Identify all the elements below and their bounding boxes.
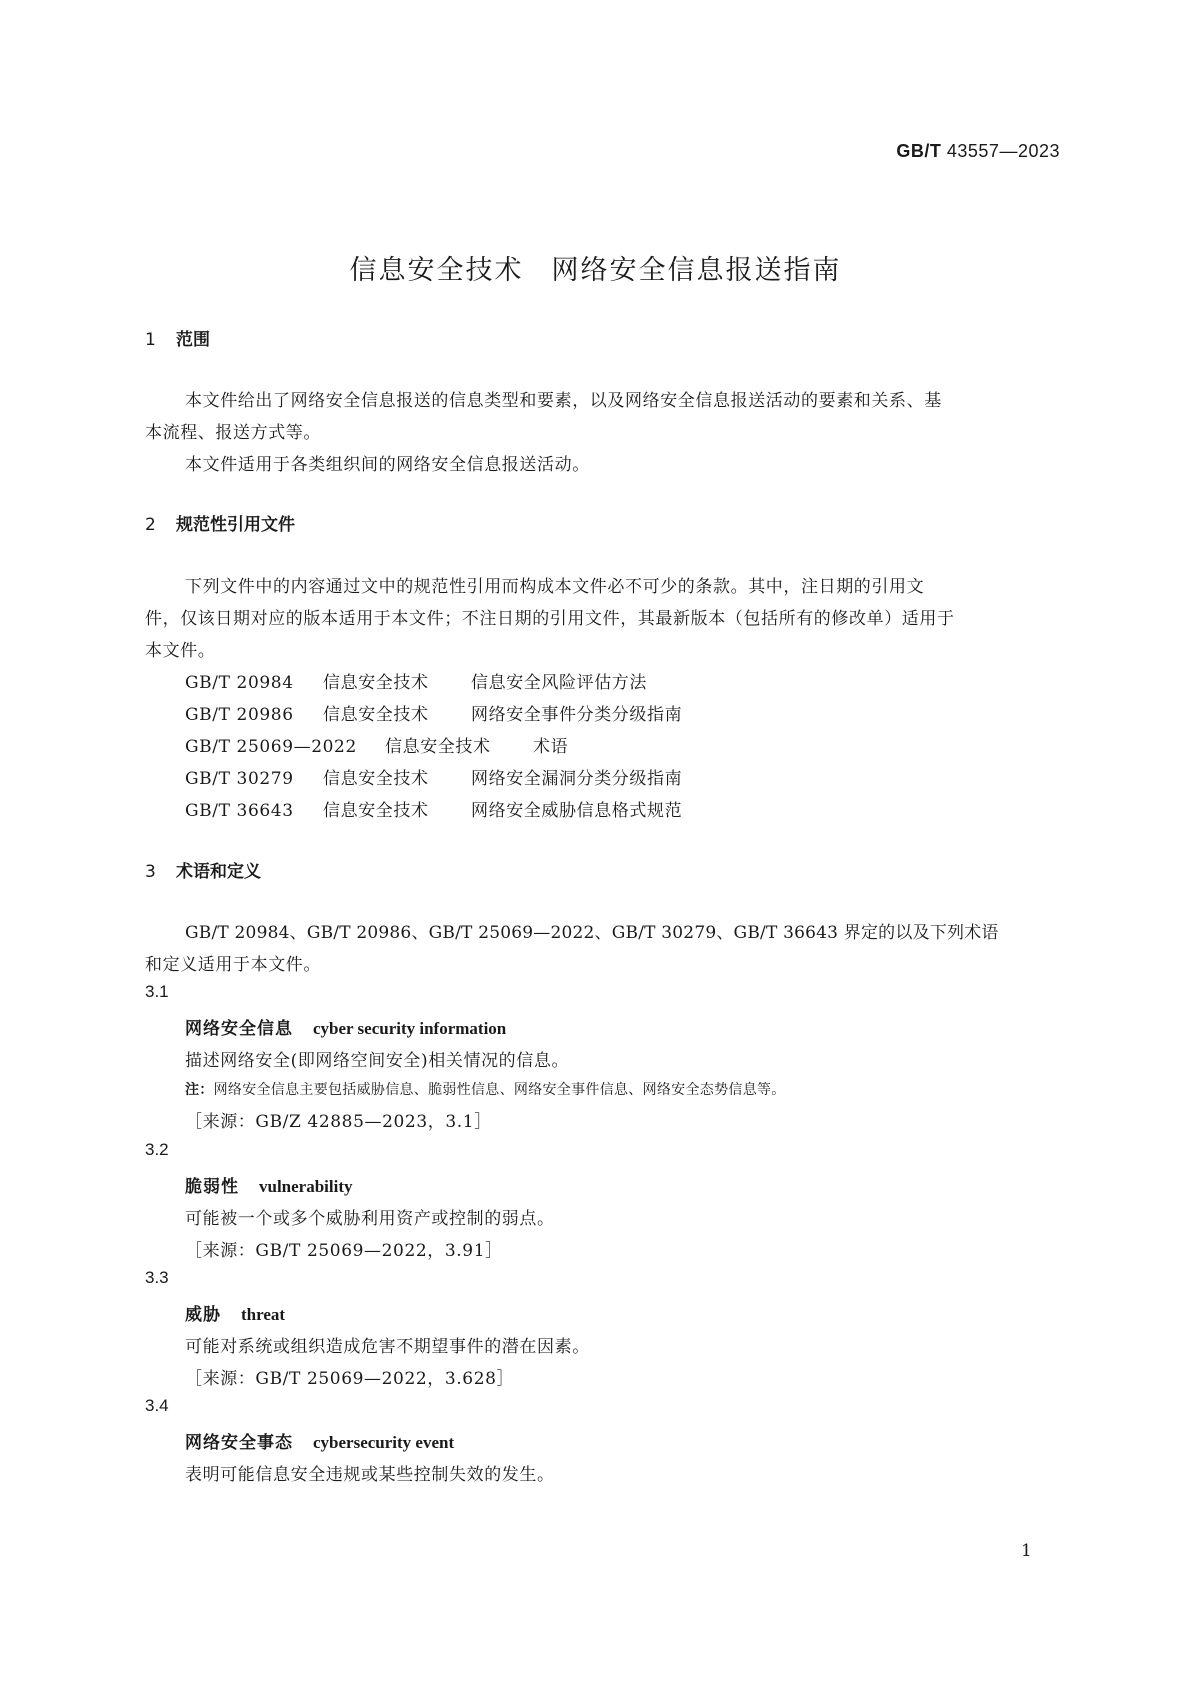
term-english: cybersecurity event (313, 1433, 455, 1452)
reference-title-main: 信息安全技术 (323, 705, 429, 725)
reference-title-sub: 网络安全威胁信息格式规范 (471, 801, 683, 821)
term-english: cyber security information (313, 1019, 507, 1038)
term-heading (185, 1300, 285, 1325)
term-chinese: 网络安全信息 (185, 1019, 293, 1039)
reference-code: GB/T 36643 (185, 801, 294, 821)
section-title: 范围 (176, 330, 210, 350)
term-definition: 表明可能信息安全违规或某些控制失效的发生。 (185, 1465, 555, 1485)
section-2-para-line3: 本文件。 (145, 641, 216, 661)
reference-item (185, 668, 647, 693)
note-text: 网络安全信息主要包括威胁信息、脆弱性信息、网络安全事件信息、网络安全态势信息等。 (213, 1082, 786, 1098)
term-number: 3.1 (145, 982, 169, 1001)
section-1-heading (145, 325, 210, 350)
reference-code: GB/T 25069—2022 (185, 737, 357, 757)
reference-item (185, 764, 682, 789)
title-part1: 信息安全技术 (349, 255, 524, 286)
reference-title-sub: 术语 (533, 737, 569, 757)
term-chinese: 威胁 (185, 1305, 221, 1325)
term-heading (185, 1172, 353, 1197)
term-definition: 可能对系统或组织造成危害不期望事件的潜在因素。 (185, 1337, 590, 1357)
term-number: 3.2 (145, 1140, 169, 1159)
reference-title-main: 信息安全技术 (323, 673, 429, 693)
reference-title-main: 信息安全技术 (323, 801, 429, 821)
reference-item (185, 796, 682, 821)
document-title (0, 248, 1191, 287)
note-label: 注： (185, 1082, 214, 1098)
term-number: 3.3 (145, 1268, 169, 1287)
standard-code: GB/T (896, 141, 942, 161)
term-english: threat (241, 1305, 286, 1324)
section-3-para-line2: 和定义适用于本文件。 (145, 955, 321, 975)
reference-item (185, 700, 682, 725)
reference-title-sub: 网络安全事件分类分级指南 (471, 705, 683, 725)
section-number: 2 (145, 515, 156, 535)
term-number: 3.4 (145, 1396, 169, 1415)
term-source: ［来源：GB/T 25069—2022，3.628］ (185, 1369, 515, 1389)
term-chinese: 网络安全事态 (185, 1433, 293, 1453)
term-note (185, 1079, 786, 1099)
section-1-para1-line2: 本流程、报送方式等。 (145, 423, 321, 443)
term-definition: 可能被一个或多个威胁利用资产或控制的弱点。 (185, 1209, 555, 1229)
term-source: ［来源：GB/T 25069—2022，3.91］ (185, 1241, 503, 1261)
section-2-heading (145, 510, 295, 535)
term-definition: 描述网络安全(即网络空间安全)相关情况的信息。 (185, 1051, 570, 1071)
section-1-para2: 本文件适用于各类组织间的网络安全信息报送活动。 (185, 455, 590, 475)
reference-title-main: 信息安全技术 (385, 737, 491, 757)
section-3-para-line1: GB/T 20984、GB/T 20986、GB/T 25069—2022、GB/T 30279、GB/T 36643 界定的以及下列术语 (185, 923, 999, 943)
term-heading (185, 1014, 506, 1039)
standard-number-value: 43557—2023 (946, 141, 1060, 161)
section-1-para1-line1: 本文件给出了网络安全信息报送的信息类型和要素，以及网络安全信息报送活动的要素和关系、基 (185, 391, 942, 411)
page-number: 1 (1021, 1541, 1032, 1561)
section-title: 术语和定义 (176, 862, 261, 882)
section-3-heading (145, 857, 261, 882)
reference-title-sub: 信息安全风险评估方法 (471, 673, 647, 693)
section-2-para-line2: 件，仅该日期对应的版本适用于本文件；不注日期的引用文件，其最新版本（包括所有的修改单）适用于 (145, 609, 955, 629)
reference-title-sub: 网络安全漏洞分类分级指南 (471, 769, 683, 789)
section-number: 1 (145, 330, 156, 350)
reference-code: GB/T 20986 (185, 705, 294, 725)
reference-title-main: 信息安全技术 (323, 769, 429, 789)
term-chinese: 脆弱性 (185, 1177, 239, 1197)
standard-number (0, 141, 1060, 162)
title-part2: 网络安全信息报送指南 (551, 255, 842, 286)
term-source: ［来源：GB/Z 42885—2023，3.1］ (185, 1112, 492, 1132)
term-english: vulnerability (259, 1177, 353, 1196)
section-number: 3 (145, 862, 156, 882)
reference-code: GB/T 20984 (185, 673, 294, 693)
section-title: 规范性引用文件 (176, 515, 295, 535)
section-2-para-line1: 下列文件中的内容通过文中的规范性引用而构成本文件必不可少的条款。其中，注日期的引用文 (185, 577, 925, 597)
term-heading (185, 1428, 454, 1453)
reference-code: GB/T 30279 (185, 769, 294, 789)
reference-item (185, 732, 568, 757)
